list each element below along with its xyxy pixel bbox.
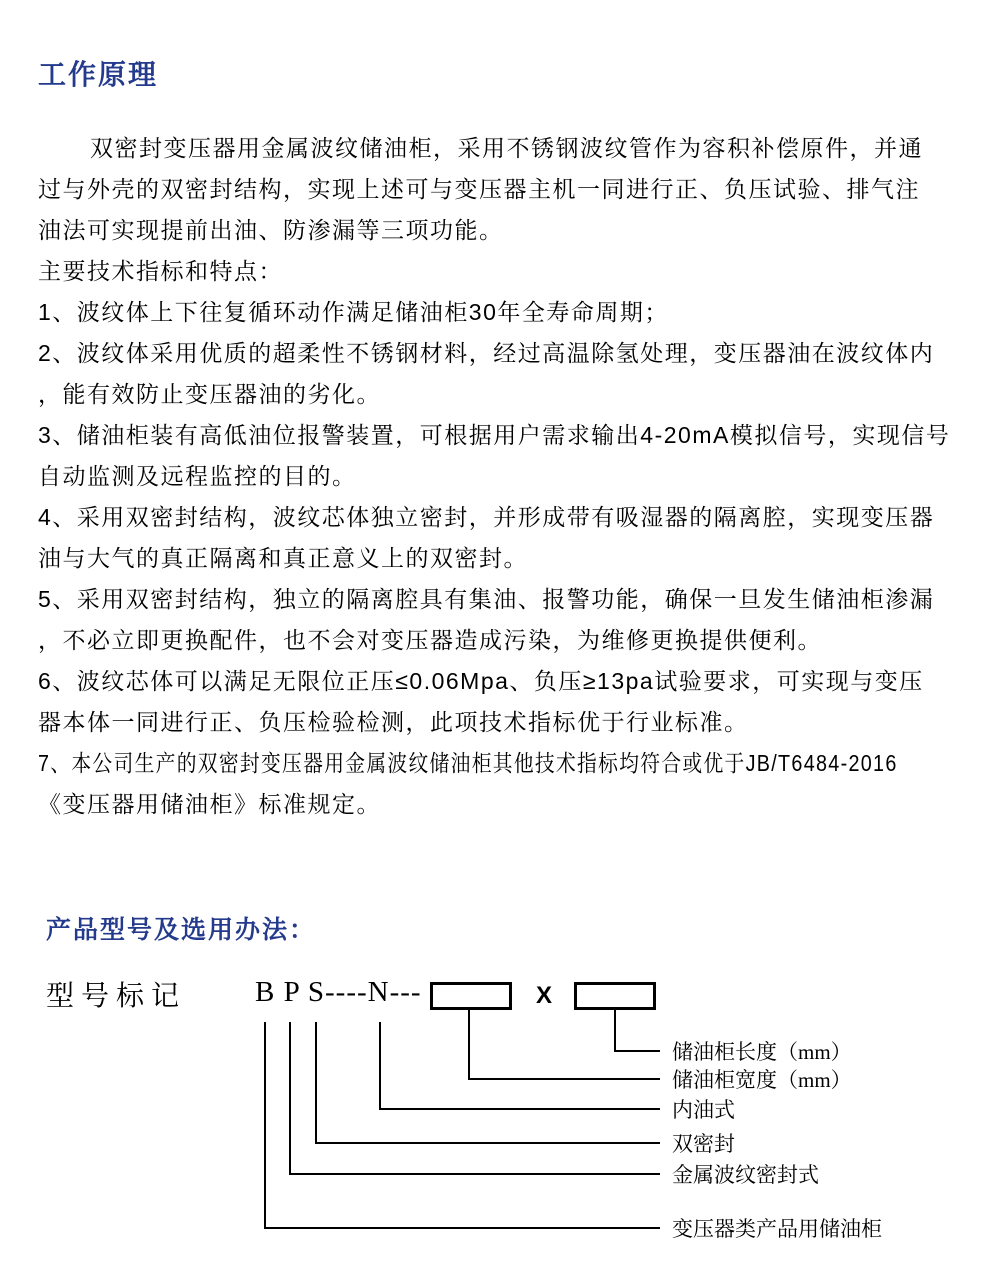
leader-hline-p (289, 1173, 660, 1175)
body-line: 《变压器用储油柜》标准规定。 (38, 791, 381, 817)
body-line: 4、采用双密封结构，波纹芯体独立密封，并形成带有吸湿器的隔离腔，实现变压器 (38, 504, 935, 530)
leader-hline-length (614, 1050, 660, 1052)
body-line: 6、波纹芯体可以满足无限位正压≤0.06Mpa、负压≥13pa试验要求，可实现与变压 (38, 668, 924, 694)
body-line: 双密封变压器用金属波纹储油柜，采用不锈钢波纹管作为容积补偿原件，并通 (90, 135, 923, 161)
body-line: ，不必立即更换配件，也不会对变压器造成污染，为维修更换提供便利。 (38, 627, 822, 653)
diagram-label-bellows: 金属波纹密封式 (672, 1163, 819, 1187)
section-title-model: 产品型号及选用办法： (46, 916, 317, 944)
diagram-label-double-seal: 双密封 (672, 1132, 735, 1156)
body-line: 3、储油柜装有高低油位报警装置，可根据用户需求输出4-20mA模拟信号，实现信号 (38, 422, 951, 448)
body-line: 油法可实现提前出油、防渗漏等三项功能。 (38, 217, 504, 243)
leader-hline-n (379, 1108, 660, 1110)
diagram-label-length: 储油柜长度（mm） (672, 1040, 852, 1064)
leader-vline-length (614, 1010, 616, 1052)
body-line: 油与大气的真正隔离和真正意义上的双密封。 (38, 545, 528, 571)
body-line: 主要技术指标和特点： (38, 258, 283, 284)
body-line: 7、本公司生产的双密封变压器用金属波纹储油柜其他技术指标均符合或优于JB/T6484-2016 (38, 750, 898, 776)
body-line: 5、采用双密封结构，独立的隔离腔具有集油、报警功能，确保一旦发生储油柜渗漏 (38, 586, 935, 612)
model-code-prefix: B P S----N--- (255, 976, 422, 1008)
leader-vline-s (315, 1022, 317, 1144)
model-width-box (430, 982, 512, 1010)
leader-hline-width (468, 1078, 660, 1080)
body-line: 器本体一同进行正、负压检验检测，此项技术指标优于行业标准。 (38, 709, 749, 735)
diagram-label-conservator: 变压器类产品用储油柜 (672, 1217, 882, 1241)
leader-vline-b (264, 1022, 266, 1229)
leader-vline-width (468, 1010, 470, 1080)
body-line: 1、波纹体上下往复循环动作满足储油柜30年全寿命周期； (38, 299, 669, 325)
body-line: 过与外壳的双密封结构，实现上述可与变压器主机一同进行正、负压试验、排气注 (38, 176, 920, 202)
model-caption: 型号标记 (46, 981, 187, 1012)
model-length-box (574, 982, 656, 1010)
leader-hline-b (264, 1227, 660, 1229)
multiply-sign: X (536, 982, 553, 1009)
leader-vline-p (289, 1022, 291, 1175)
body-line: 2、波纹体采用优质的超柔性不锈钢材料，经过高温除氢处理，变压器油在波纹体内 (38, 340, 935, 366)
diagram-label-width: 储油柜宽度（mm） (672, 1068, 852, 1092)
body-line: ，能有效防止变压器油的劣化。 (38, 381, 381, 407)
body-line: 自动监测及远程监控的目的。 (38, 463, 357, 489)
section-title-principle: 工作原理 (38, 59, 159, 90)
leader-vline-n (379, 1022, 381, 1110)
leader-hline-s (315, 1142, 660, 1144)
diagram-label-inner-oil: 内油式 (672, 1098, 735, 1122)
